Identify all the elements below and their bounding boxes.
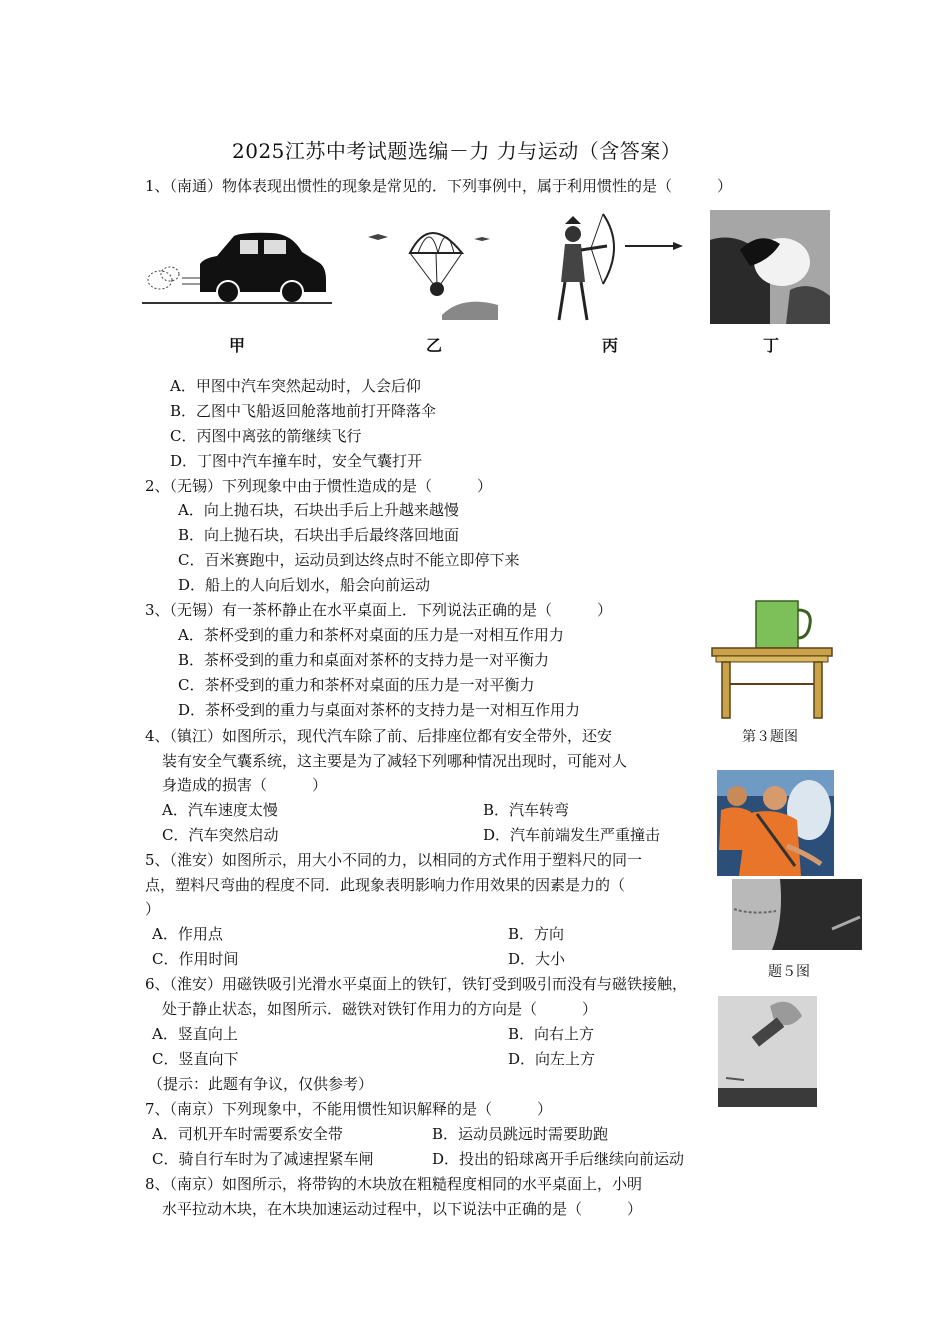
q3-option-a: A．茶杯受到的重力和茶杯对桌面的压力是一对相互作用力: [178, 626, 564, 644]
image-label-ding: 丁: [763, 336, 780, 355]
q5-option-a: A．作用点: [152, 925, 223, 943]
q2-option-b: B．向上抛石块，石块出手后最终落回地面: [178, 526, 460, 544]
car-starting-figure: [142, 222, 332, 308]
q3-option-d: D．茶杯受到的重力与桌面对茶杯的支持力是一对相互作用力: [178, 701, 581, 719]
airbag-crash-figure: [710, 210, 830, 324]
q7-option-d: D．投出的铅球离开手后继续向前运动: [432, 1150, 685, 1168]
q2-option-c: C．百米赛跑中，运动员到达终点时不能立即停下来: [178, 551, 520, 569]
page-title: 2025江苏中考试题选编－力 力与运动（含答案）: [232, 139, 682, 163]
q4-stem-line1: 4、（镇江）如图所示，现代汽车除了前、后排座位都有安全带外，还安: [145, 727, 613, 745]
magnet-nail-photo: [718, 996, 817, 1107]
q1-option-b: B．乙图中飞船返回舱落地前打开降落伞: [170, 402, 437, 420]
q1-stem: 1、（南通）物体表现出惯性的现象是常见的．下列事例中，属于利用惯性的是（ ）: [145, 177, 733, 195]
q6-note: （提示：此题有争议，仅供参考）: [148, 1075, 374, 1093]
q5-option-b: B．方向: [508, 925, 565, 943]
q6-stem-line1: 6、（淮安）用磁铁吸引光滑水平桌面上的铁钉，铁钉受到吸引而没有与磁铁接触，: [145, 975, 688, 993]
q7-option-c: C．骑自行车时为了减速捏紧车闸: [152, 1150, 374, 1168]
q4-option-a: A．汽车速度太慢: [162, 801, 278, 819]
q8-stem-line2: 水平拉动木块，在木块加速运动过程中，以下说法中正确的是（ ）: [162, 1200, 643, 1218]
q6-option-a: A．竖直向上: [152, 1025, 238, 1043]
q5-figure-caption: 题５图: [768, 964, 810, 980]
q4-option-c: C．汽车突然启动: [162, 826, 279, 844]
q6-option-b: B．向右上方: [508, 1025, 595, 1043]
archer-figure: [545, 212, 685, 324]
q7-option-a: A．司机开车时需要系安全带: [152, 1125, 343, 1143]
q5-option-c: C．作用时间: [152, 950, 239, 968]
parachute-figure: [362, 215, 498, 320]
q1-option-a: A．甲图中汽车突然起动时，人会后仰: [170, 377, 421, 395]
q5-stem-line3: ）: [145, 900, 161, 918]
image-label-yi: 乙: [426, 336, 443, 355]
image-label-jia: 甲: [229, 336, 246, 355]
cup-on-table-figure: [710, 598, 835, 722]
q4-option-d: D．汽车前端发生严重撞击: [483, 826, 661, 844]
q8-stem-line1: 8、（南京）如图所示，将带钩的木块放在粗糙程度相同的水平桌面上，小明: [145, 1175, 643, 1193]
image-label-bing: 丙: [602, 336, 619, 355]
q2-option-a: A．向上抛石块，石块出手后上升越来越慢: [178, 501, 459, 519]
q6-option-c: C．竖直向下: [152, 1050, 239, 1068]
q6-option-d: D．向左上方: [508, 1050, 596, 1068]
q7-option-b: B．运动员跳远时需要助跑: [432, 1125, 609, 1143]
q5-option-d: D．大小: [508, 950, 566, 968]
q3-stem: 3、（无锡）有一茶杯静止在水平桌面上．下列说法正确的是（ ）: [145, 601, 613, 619]
q4-stem-line2: 装有安全气囊系统，这主要是为了减轻下列哪种情况出现时，可能对人: [162, 752, 628, 770]
q2-option-d: D．船上的人向后划水，船会向前运动: [178, 576, 431, 594]
car-airbag-photo: [717, 770, 834, 876]
ruler-bending-photo: [732, 879, 862, 950]
q5-stem-line2: 点，塑料尺弯曲的程度不同．此现象表明影响力作用效果的因素是力的（: [145, 876, 626, 894]
q4-option-b: B．汽车转弯: [483, 801, 570, 819]
q1-option-c: C．丙图中离弦的箭继续飞行: [170, 427, 362, 445]
q6-stem-line2: 处于静止状态，如图所示．磁铁对铁钉作用力的方向是（ ）: [162, 1000, 598, 1018]
q4-stem-line3: 身造成的损害（ ）: [162, 776, 328, 794]
q7-stem: 7、（南京）下列现象中，不能用惯性知识解释的是（ ）: [145, 1100, 553, 1118]
q3-figure-caption: 第３题图: [742, 729, 798, 745]
q5-stem-line1: 5、（淮安）如图所示，用大小不同的力，以相同的方式作用于塑料尺的同一: [145, 851, 643, 869]
q3-option-c: C．茶杯受到的重力和茶杯对桌面的压力是一对平衡力: [178, 676, 535, 694]
q2-stem: 2、（无锡）下列现象中由于惯性造成的是（ ）: [145, 477, 493, 495]
q1-option-d: D．丁图中汽车撞车时，安全气囊打开: [170, 452, 423, 470]
q3-option-b: B．茶杯受到的重力和桌面对茶杯的支持力是一对平衡力: [178, 651, 550, 669]
